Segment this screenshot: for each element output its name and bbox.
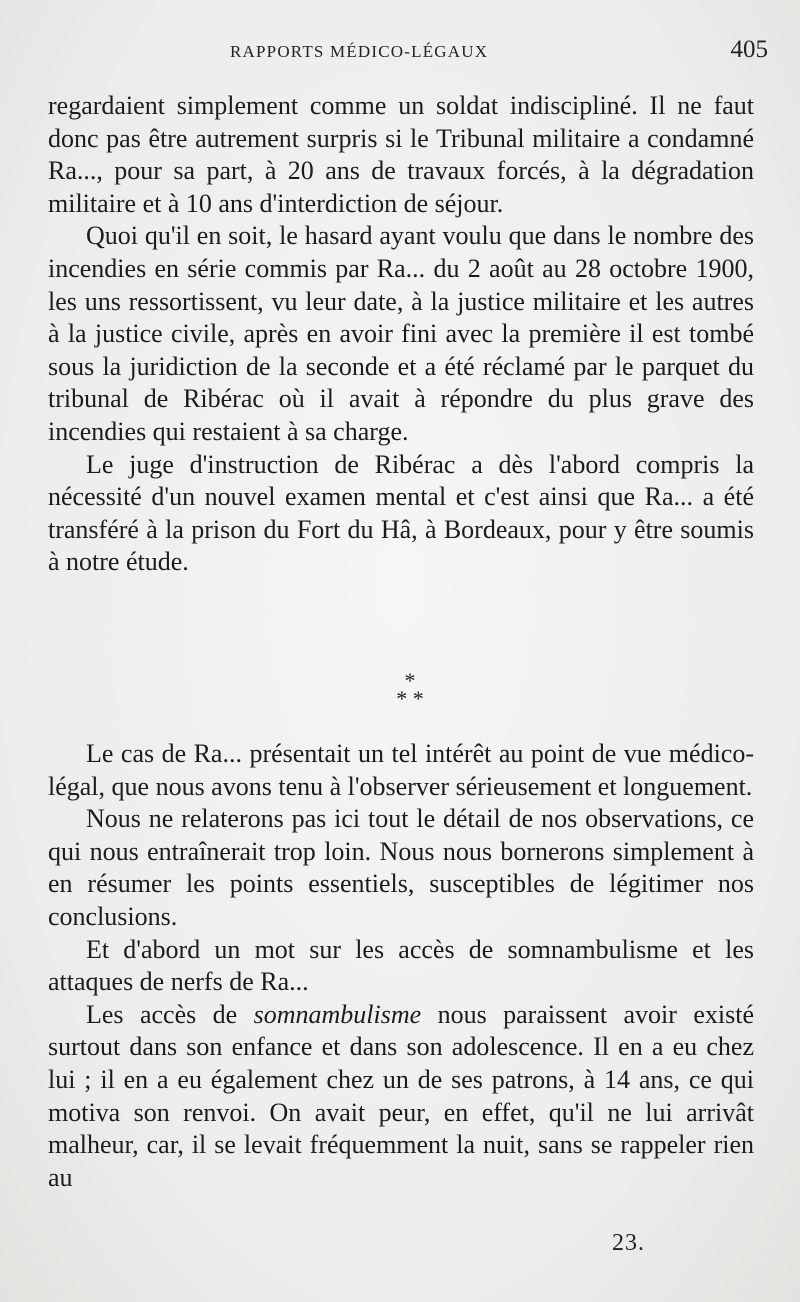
signature-mark: 23.: [612, 1230, 645, 1256]
asterism-bottom: * *: [396, 686, 424, 711]
page-number: 405: [730, 36, 768, 63]
paragraph: Et d'abord un mot sur les accès de somnambulisme et les attaques de nerfs de Ra...: [48, 934, 754, 997]
paragraph: Quoi qu'il en soit, le hasard ayant voulu que dans le nombre des incendies en série commis par Ra... du 2 août au 28 octobre 1900, les uns ressortissent, vu leur date, à la justice militaire et les autres à la justice civile, après en avoir fini avec la première il est tombé sous la juridiction de la seconde et a été réclamé par le parquet du tribunal de Ribérac où il avait à répondre du plus grave des incendies qui restaient à sa charge.: [48, 221, 754, 446]
running-title: RAPPORTS MÉDICO-LÉGAUX: [230, 42, 489, 61]
paragraph: regardaient simplement comme un soldat indiscipliné. Il ne faut donc pas être autrement surpris si le Tribunal militaire a condamné Ra..., pour sa part, à 20 ans de travaux forcés, à la dégradation militaire et à 10 ans d'interdiction de séjour.: [48, 91, 754, 218]
text-run: Les accès de: [86, 999, 254, 1029]
body-text-section-1: [48, 90, 754, 579]
paragraph: Le juge d'instruction de Ribérac a dès l'abord compris la nécessité d'un nouvel examen mental et c'est ainsi que Ra... a été transféré à la prison du Fort du Hâ, à Bordeaux, pour y être soumis à notre étude.: [48, 449, 754, 577]
italic-term: somnambulisme: [253, 999, 422, 1029]
body-text-section-2: [48, 738, 754, 1194]
asterism-separator: [380, 668, 440, 711]
paragraph-with-italic: [48, 999, 754, 1195]
paragraph: Le cas de Ra... présentait un tel intérêt au point de vue médico-légal, que nous avons tenu à l'observer sérieusement et longuement.: [48, 739, 754, 801]
paragraph: Nous ne relaterons pas ici tout le détail de nos observations, ce qui nous entraînerait trop loin. Nous nous bornerons simplement à en résumer les points essentiels, susceptibles de légitimer nos conclusions.: [48, 804, 754, 931]
asterism-top: *: [404, 668, 416, 693]
text-run: nous paraissent avoir existé surtout dans son enfance et dans son adolescence. Il en a eu chez lui ; il en a eu également chez un de ses patrons, à 14 ans, ce qui motiva son renvoi. On avait peur, en effet, qu'il ne lui arrivât malheur, car, il se levait fréquemment la nuit, sans se rappeler rien au: [48, 999, 755, 1192]
